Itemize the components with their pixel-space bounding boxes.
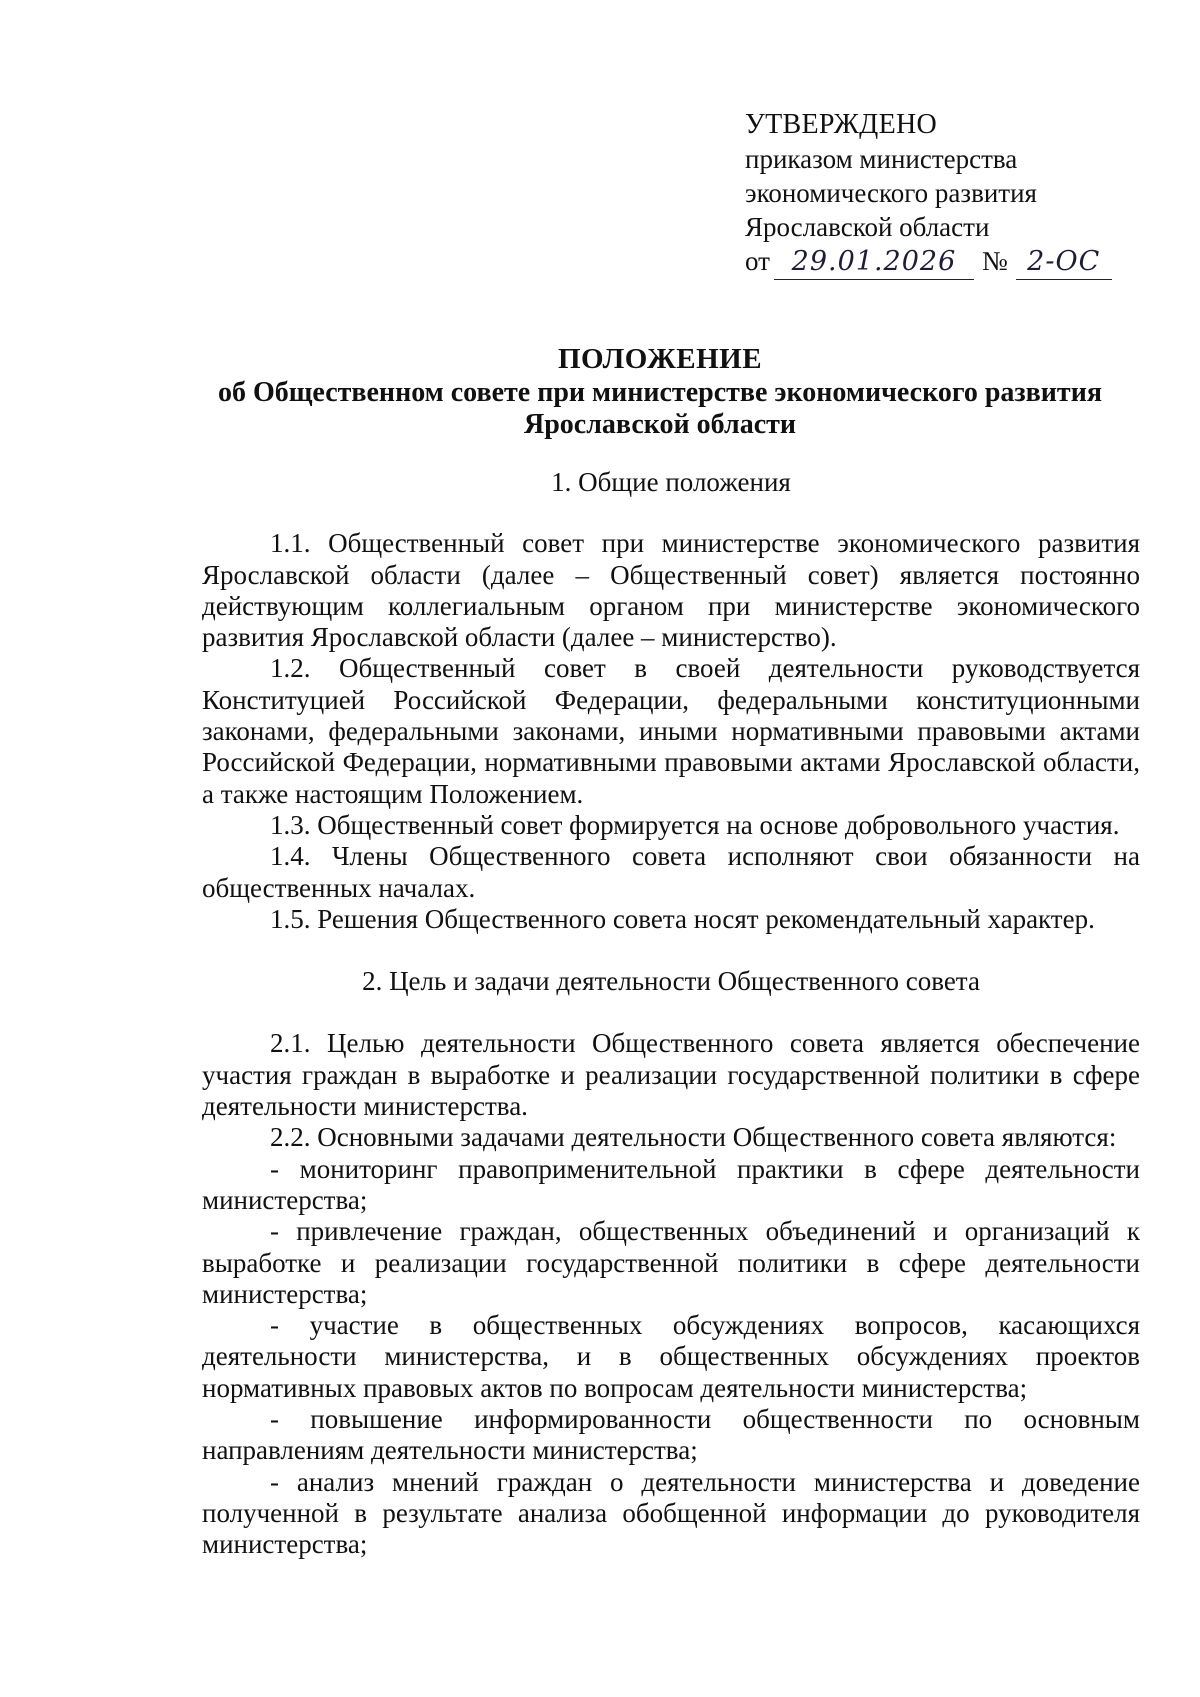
paragraph-1-4: 1.4. Члены Общественного совета исполняют свои обязанности на общественных началах. [202, 841, 1140, 903]
handwritten-number: 2-ОС [1016, 245, 1112, 280]
list-item-awareness: - повышение информированности общественности по основным направлениям деятельности министерства; [202, 1404, 1140, 1466]
approval-line-1: приказом министерства [745, 144, 1018, 174]
list-item-monitoring: - мониторинг правоприменительной практики в сфере деятельности министерства; [202, 1153, 1140, 1215]
approval-line-2: экономического развития [745, 178, 1037, 208]
approval-title: УТВЕРЖДЕНО [745, 109, 938, 140]
document-title: ПОЛОЖЕНИЕ [557, 343, 763, 375]
handwritten-date: 29.01.2026 [774, 245, 974, 280]
paragraph-2-1: 2.1. Целью деятельности Общественного совета является обеспечение участия граждан в выработке и реализации государственной политики в сфере деятельности министерства. [202, 1028, 1140, 1122]
document-subtitle-line-2: Ярославской области [523, 409, 797, 440]
section-2-heading: 2. Цель и задачи деятельности Общественного совета [362, 966, 980, 997]
document-title-block [200, 343, 1120, 441]
paragraph-1-2: 1.2. Общественный совет в своей деятельности руководствуется Конституцией Российской Федерации, федеральными конституционными законами, федеральными законами, иными нормативными правовыми актами Российской Федерации, нормативными правовыми актами Ярославской области, а также настоящим Положением. [202, 653, 1140, 809]
date-prefix: от [745, 246, 770, 276]
paragraph-1-3: 1.3. Общественный совет формируется на основе добровольного участия. [270, 809, 1120, 840]
approval-stamp-block [745, 108, 1165, 280]
list-item-discussions: - участие в общественных обсуждениях вопросов, касающихся деятельности министерства, и в общественных обсуждениях проектов нормативных правовых актов по вопросам деятельности министерства; [202, 1310, 1140, 1403]
approval-date-line [745, 244, 1165, 280]
number-prefix: № [981, 246, 1008, 276]
approval-line-3: Ярославской области [745, 212, 990, 242]
paragraph-1-5: 1.5. Решения Общественного совета носят рекомендательный характер. [270, 903, 1095, 934]
list-item-involvement: - привлечение граждан, общественных объединений и организаций к выработке и реализации государственной политики в сфере деятельности министерства; [202, 1216, 1140, 1309]
list-item-analysis: - анализ мнений граждан о деятельности министерства и доведение полученной в результате анализа обобщенной информации до руководителя министерства; [202, 1466, 1140, 1560]
document-subtitle-line-1: об Общественном совете при министерстве экономического развития [218, 377, 1102, 408]
section-1-heading: 1. Общие положения [551, 467, 791, 497]
document-body [202, 467, 1140, 1561]
paragraph-1-1: 1.1. Общественный совет при министерстве экономического развития Ярославской области (далее – Общественный совет) является постоянно действующим коллегиальным органом при министерстве экономического развития Ярославской области (далее – министерство). [202, 528, 1140, 653]
paragraph-2-2: 2.2. Основными задачами деятельности Общественного совета являются: [270, 1122, 1117, 1153]
